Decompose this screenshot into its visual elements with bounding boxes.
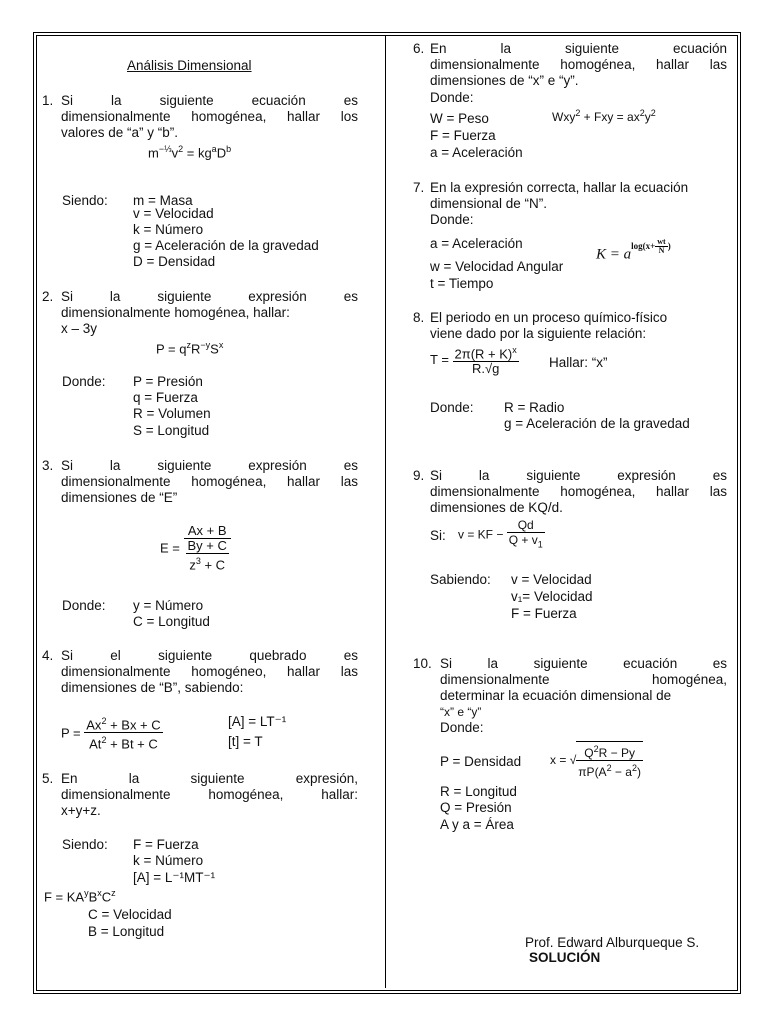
problem-10-def: R = Longitud: [440, 784, 517, 799]
problem-2-line2: dimensionalmente homogénea, hallar:: [61, 305, 290, 320]
problem-4-line1: Si el siguiente quebrado es: [61, 648, 358, 663]
problem-8-where: Donde:: [430, 400, 474, 415]
problem-5-def: k = Número: [133, 853, 204, 868]
problem-10-def: Q = Presión: [440, 800, 512, 815]
problem-6-number: 6.: [413, 41, 425, 56]
problem-7-def: a = Aceleración: [430, 236, 523, 251]
problem-7-line2: dimensional de “N”.: [430, 196, 548, 211]
problem-3-def: C = Longitud: [133, 614, 210, 629]
problem-5-line3: x+y+z.: [61, 803, 101, 818]
problem-9-si: Si:: [430, 528, 446, 543]
problem-4-condition: [t] = T: [228, 734, 263, 749]
problem-8-line1: El periodo en un proceso químico-físico: [430, 310, 668, 325]
problem-5-where: Siendo:: [62, 837, 108, 852]
problem-1-line2: dimensionalmente homogénea, hallar los: [61, 109, 358, 124]
problem-3-number: 3.: [42, 458, 54, 473]
problem-9-line3: dimensiones de KQ/d.: [430, 500, 563, 515]
problem-6-def: a = Aceleración: [430, 145, 523, 160]
problem-4-number: 4.: [42, 648, 54, 663]
problem-3-where: Donde:: [62, 598, 106, 613]
problem-5-condition: [A] = L⁻¹MT⁻¹: [133, 870, 216, 885]
problem-9-def: v₁= Velocidad: [511, 589, 593, 604]
problem-1-line1: Si la siguiente ecuación es: [61, 93, 358, 108]
problem-7-line1: En la expresión correcta, hallar la ecuación: [430, 180, 689, 195]
page-title: Análisis Dimensional: [127, 58, 252, 73]
problem-2-line3: x – 3y: [61, 321, 98, 336]
problem-1-def: m = Masa: [133, 193, 193, 208]
problem-5-def: C = Velocidad: [88, 907, 172, 922]
problem-2-def: S = Longitud: [133, 423, 210, 438]
solution-heading: SOLUCIÓN: [529, 950, 601, 965]
problem-2-line1: Si la siguiente expresión es: [61, 289, 358, 304]
problem-10-line3: determinar la ecuación dimensional de: [440, 688, 672, 703]
problem-2-number: 2.: [42, 289, 54, 304]
problem-1-def: k = Número: [133, 222, 204, 237]
problem-5-line1: En la siguiente expresión,: [61, 771, 358, 786]
problem-3-line1: Si la siguiente expresión es: [61, 458, 358, 473]
problem-10-equation: x = √ $\frac{Q^2R - Py}{\pi P(A^2 - a^2)}$: [550, 741, 643, 779]
problem-10-line2: dimensionalmente homogénea,: [440, 672, 727, 687]
problem-4-equation: P = $\frac{Ax^2 + Bx + C}{At^2 + Bt + C}$: [61, 716, 161, 752]
author-name: Prof. Edward Alburqueque S.: [525, 935, 700, 950]
problem-6-def: W = Peso: [430, 111, 489, 126]
problem-10-number: 10.: [413, 656, 432, 671]
problem-5-line2: dimensionalmente homogénea, hallar:: [61, 787, 358, 802]
problem-9-equation: v = KF − $\frac{Qd}{Q + v_1}$: [458, 518, 543, 550]
problem-3-def: y = Número: [133, 598, 204, 613]
problem-7-def: t = Tiempo: [430, 276, 494, 291]
problem-1-def: g = Aceleración de la gravedad: [133, 238, 319, 253]
problem-1-where: Siendo:: [62, 193, 108, 208]
problem-2-def: R = Volumen: [133, 406, 211, 421]
problem-5-equation: $F = KA^yB^xC^z$: [44, 888, 116, 905]
problem-2-where: Donde:: [62, 374, 106, 389]
problem-4-line2: dimensionalmente homogéneo, hallar las: [61, 664, 358, 679]
problem-6-line1: En la siguiente ecuación: [430, 41, 727, 56]
problem-4-line3: dimensiones de “B”, sabiendo:: [61, 680, 244, 695]
problem-8-find: Hallar: “x”: [549, 355, 608, 370]
problem-3-line3: dimensiones de “E”: [61, 490, 178, 505]
problem-8-def: R = Radio: [504, 400, 565, 415]
problem-6-line3: dimensiones de “x” e “y”.: [430, 73, 579, 88]
problem-5-def: B = Longitud: [88, 924, 165, 939]
problem-5-def: F = Fuerza: [133, 837, 199, 852]
problem-6-equation: Wxy$^2$ + Fxy = $ax^2y^2$: [552, 108, 656, 124]
problem-1-def: v = Velocidad: [133, 206, 214, 221]
problem-4-condition: [A] = LT⁻¹: [228, 714, 287, 729]
problem-9-line1: Si la siguiente expresión es: [430, 468, 727, 483]
problem-8-number: 8.: [413, 310, 425, 325]
problem-6-def: F = Fuerza: [430, 128, 496, 143]
problem-6-where: Donde:: [430, 90, 474, 105]
problem-1-def: D = Densidad: [133, 254, 216, 269]
problem-10-def: P = Densidad: [440, 754, 522, 769]
problem-10-line4: “x” e “y”: [440, 705, 482, 719]
problem-8-line2: viene dado por la siguiente relación:: [430, 326, 647, 341]
problem-9-def: F = Fuerza: [511, 606, 577, 621]
problem-9-number: 9.: [413, 468, 425, 483]
problem-2-def: q = Fuerza: [133, 390, 198, 405]
problem-7-def: w = Velocidad Angular: [430, 259, 564, 274]
problem-8-def: g = Aceleración de la gravedad: [504, 416, 690, 431]
problem-10-def: A y a = Área: [440, 817, 514, 832]
problem-1-equation: $m^{-\frac{1}{3}}v^2 = kg^aD^b$: [148, 144, 232, 161]
column-divider: [385, 36, 386, 988]
problem-9-where: Sabiendo:: [430, 572, 491, 587]
problem-9-line2: dimensionalmente homogénea, hallar las: [430, 484, 727, 499]
problem-2-equation: $P = q^zR^{-y}S^x$: [156, 340, 224, 357]
problem-3-equation: E = $\frac{Ax + B}{\frac{By + C}{z^3 + C}}$: [160, 524, 231, 572]
problem-7-where: Donde:: [430, 212, 474, 227]
problem-6-line2: dimensionalmente homogénea, hallar las: [430, 57, 727, 72]
problem-10-where: Donde:: [440, 720, 484, 735]
problem-5-number: 5.: [42, 771, 54, 786]
problem-7-equation: $K = a^{log(x+ \frac{wt}{N} )}$: [596, 237, 671, 263]
problem-1-number: 1.: [42, 93, 54, 108]
problem-3-line2: dimensionalmente homogénea, hallar las: [61, 474, 358, 489]
problem-8-equation: T = $\frac{2\pi(R + K)^x}{R.√g}$: [430, 345, 517, 377]
problem-2-def: P = Presión: [133, 374, 203, 389]
problem-1-line3: valores de “a” y “b”.: [61, 125, 179, 140]
problem-7-number: 7.: [413, 180, 425, 195]
problem-10-line1: Si la siguiente ecuación es: [440, 656, 727, 671]
problem-9-def: v = Velocidad: [511, 572, 592, 587]
